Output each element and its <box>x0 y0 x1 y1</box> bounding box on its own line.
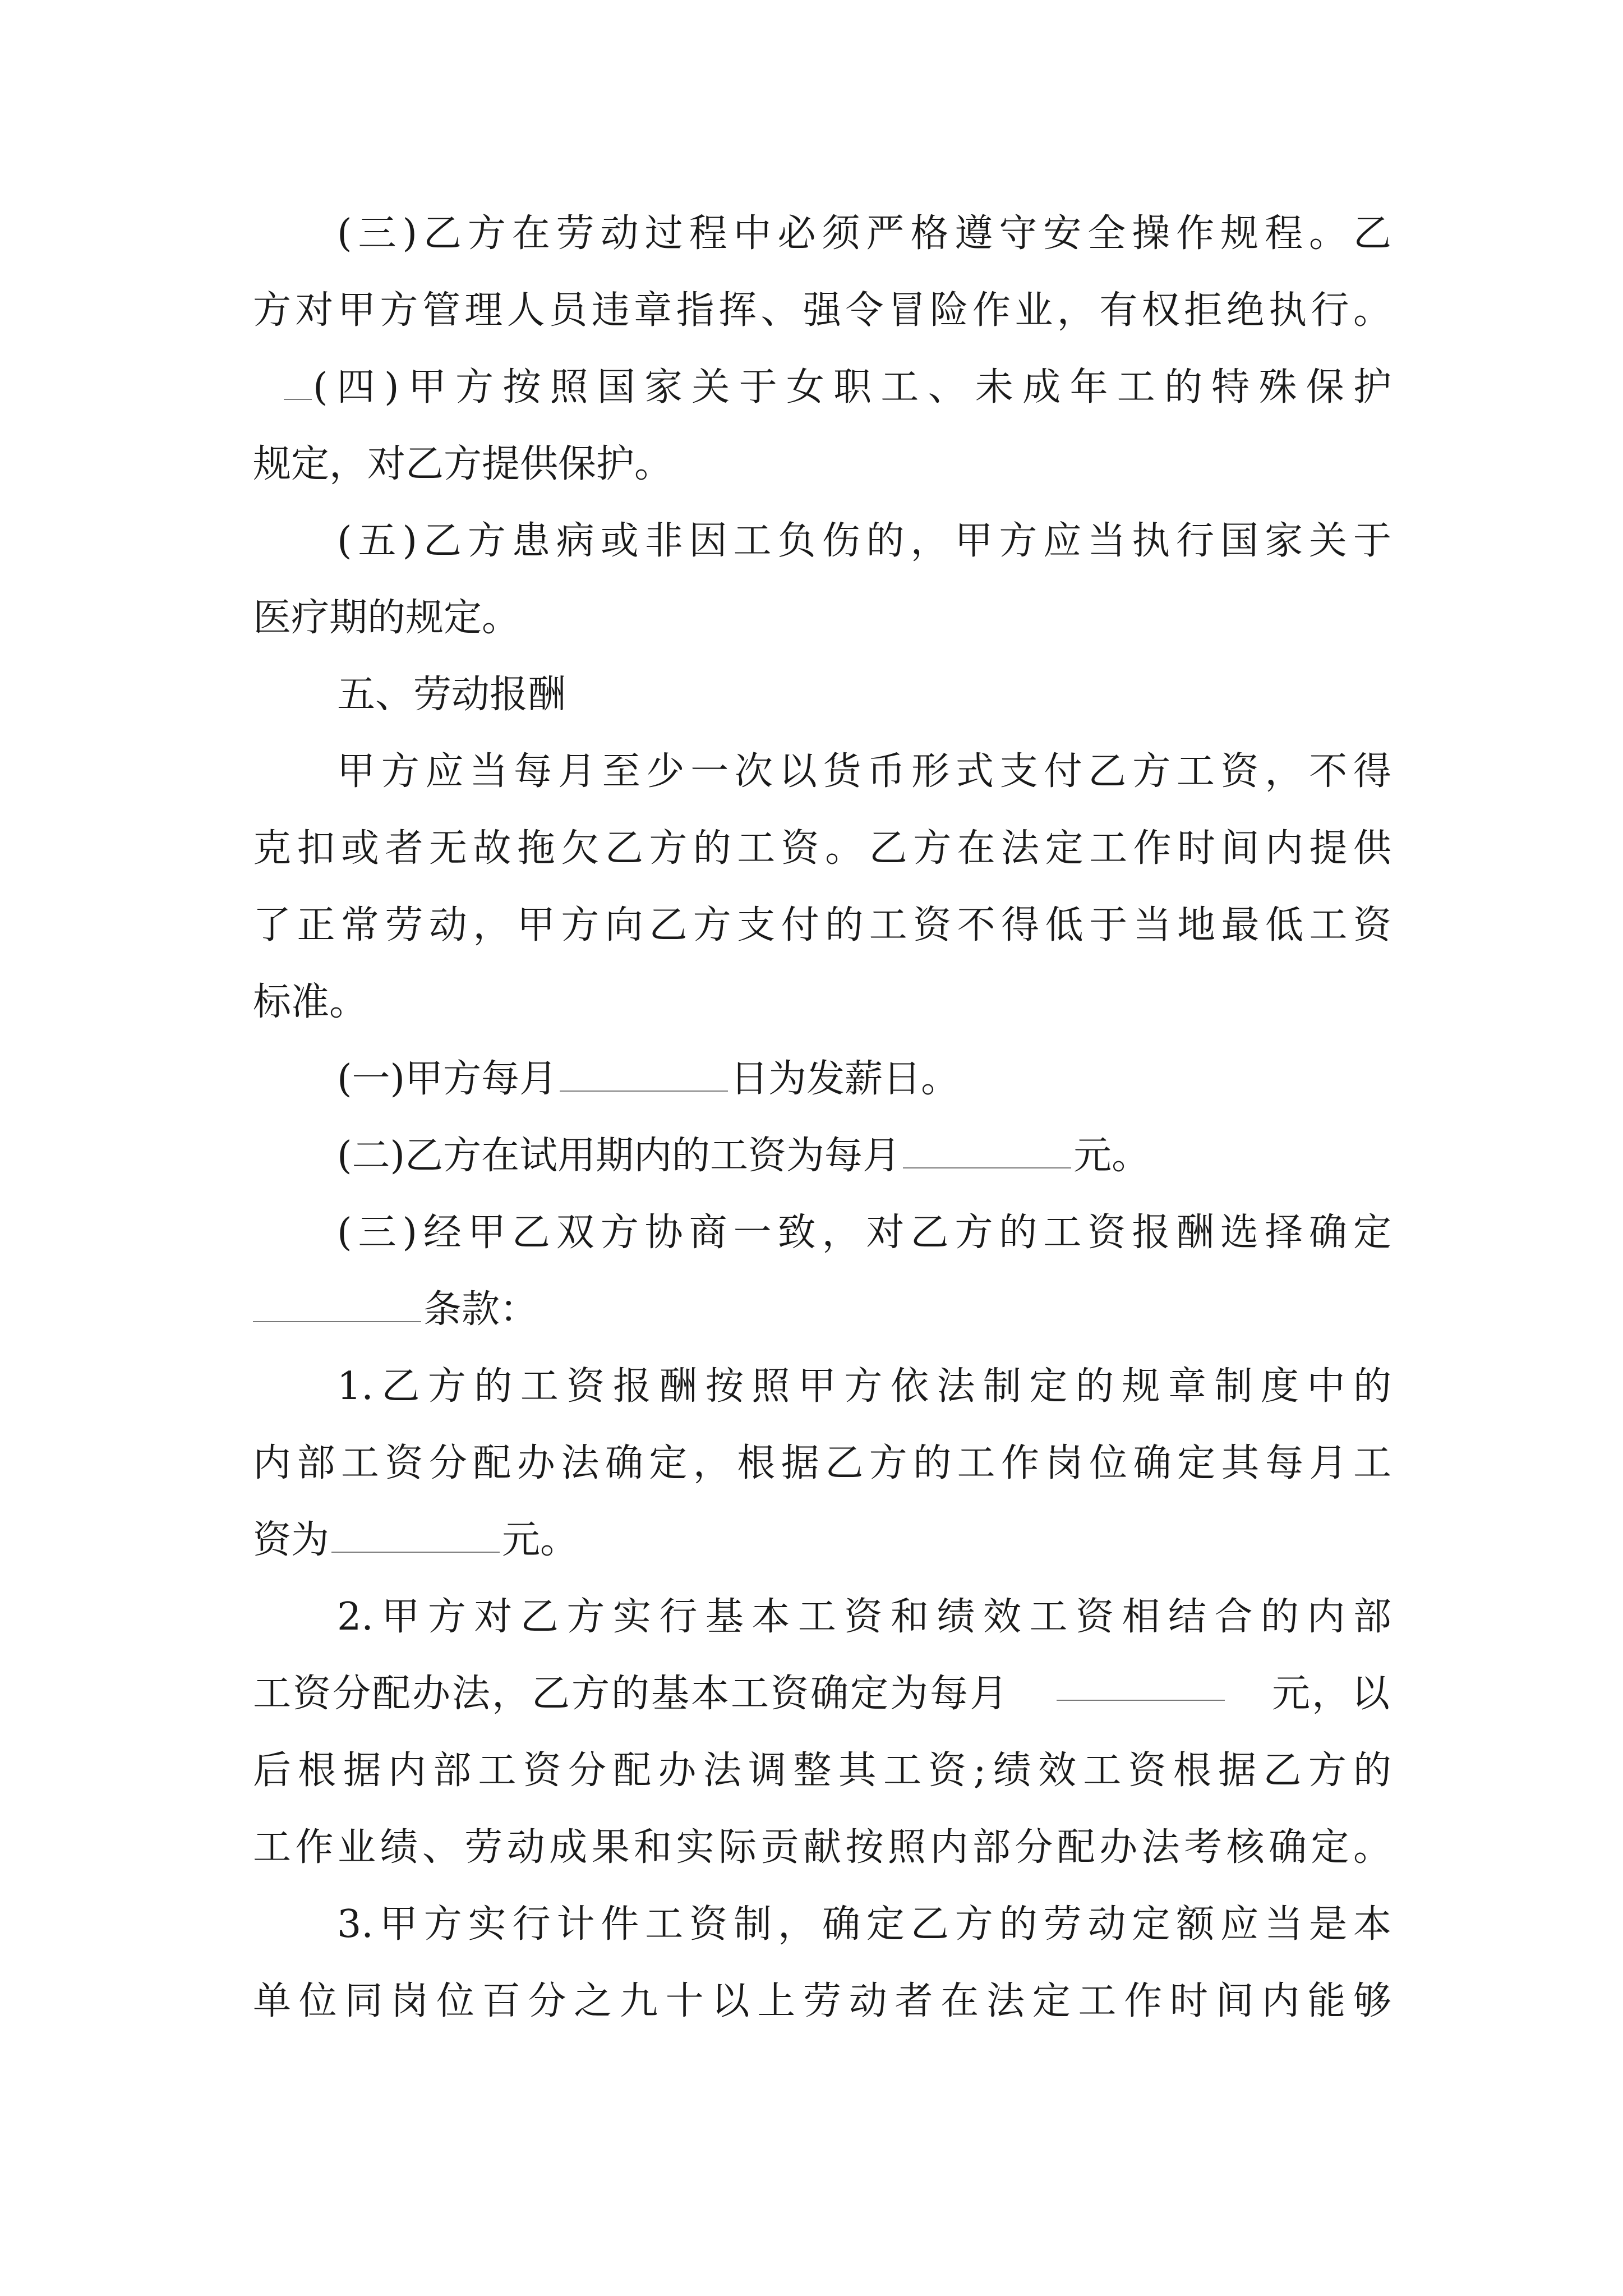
clause-medical-line-2: 医疗期的规定。 <box>253 596 520 640</box>
wage-paragraph-line-1: 甲方应当每月至少一次以货币形式支付乙方工资，不得 <box>337 749 1391 794</box>
option-1-line-1: 1.乙方的工资报酬按照甲方依法制定的规章制度中的 <box>337 1364 1391 1409</box>
option-2-line-1: 2.甲方对乙方实行基本工资和绩效工资相结合的内部 <box>337 1595 1391 1639</box>
option-2-line-4: 工作业绩、劳动成果和实际贡献按照内部分配办法考核确定。 <box>253 1825 1391 1870</box>
clause-protection-line-1 <box>313 360 1391 416</box>
wage-paragraph-line-4: 标准。 <box>253 980 368 1024</box>
item-probation-after: 元。 <box>1073 1134 1150 1178</box>
option-2-base-wage-blank-field[interactable] <box>1057 1666 1225 1701</box>
option-3-line-1: 3.甲方实行计件工资制，确定乙方的劳动定额应当是本 <box>337 1902 1391 1947</box>
item-payday-before: (一)甲方每月 <box>337 1057 558 1101</box>
option-2-line-2-before: 工资分配办法，乙方的基本工资确定为每月 <box>253 1672 1010 1716</box>
option-1-before: 资为 <box>253 1518 330 1562</box>
item-payday <box>337 1051 959 1107</box>
item-probation-before: (二)乙方在试用期内的工资为每月 <box>337 1134 901 1178</box>
item-clause-choice-after: 条款： <box>423 1287 538 1332</box>
option-2-line-2-after: 元，以 <box>1271 1672 1391 1716</box>
leading-blank <box>284 365 312 400</box>
clause-protection-line-2: 规定，对乙方提供保护。 <box>253 442 673 486</box>
section-heading-remuneration: 五、劳动报酬 <box>337 673 566 717</box>
clause-medical-line-1: (五)乙方患病或非因工负伤的，甲方应当执行国家关于 <box>337 519 1391 563</box>
option-1-line-3 <box>253 1512 578 1568</box>
clause-protection-text: (四)甲方按照国家关于女职工、未成年工的特殊保护 <box>313 365 1391 409</box>
clause-safety-line-1: (三)乙方在劳动过程中必须严格遵守安全操作规程。乙 <box>337 211 1391 256</box>
probation-wage-blank-field[interactable] <box>903 1134 1071 1168</box>
item-clause-choice-line-2 <box>253 1282 538 1338</box>
option-3-line-2: 单位同岗位百分之九十以上劳动者在法定工作时间内能够 <box>253 1979 1391 2023</box>
item-payday-after: 日为发薪日。 <box>730 1057 960 1101</box>
option-2-line-3: 后根据内部工资分配办法调整其工资;绩效工资根据乙方的 <box>253 1749 1391 1793</box>
wage-paragraph-line-3: 了正常劳动，甲方向乙方支付的工资不得低于当地最低工资 <box>253 903 1391 947</box>
clause-safety-line-2: 方对甲方管理人员违章指挥、强令冒险作业，有权拒绝执行。 <box>253 288 1391 333</box>
option-2-line-2 <box>253 1666 1391 1722</box>
clause-choice-blank-field[interactable] <box>253 1287 421 1322</box>
option-1-after: 元。 <box>502 1518 579 1562</box>
option-1-line-2: 内部工资分配办法确定，根据乙方的工作岗位确定其每月工 <box>253 1441 1391 1485</box>
payday-blank-field[interactable] <box>560 1057 728 1092</box>
item-clause-choice-line-1: (三)经甲乙双方协商一致，对乙方的工资报酬选择确定 <box>337 1211 1391 1255</box>
item-probation-wage <box>337 1128 1150 1184</box>
option-1-wage-blank-field[interactable] <box>331 1518 500 1553</box>
wage-paragraph-line-2: 克扣或者无故拖欠乙方的工资。乙方在法定工作时间内提供 <box>253 826 1391 871</box>
